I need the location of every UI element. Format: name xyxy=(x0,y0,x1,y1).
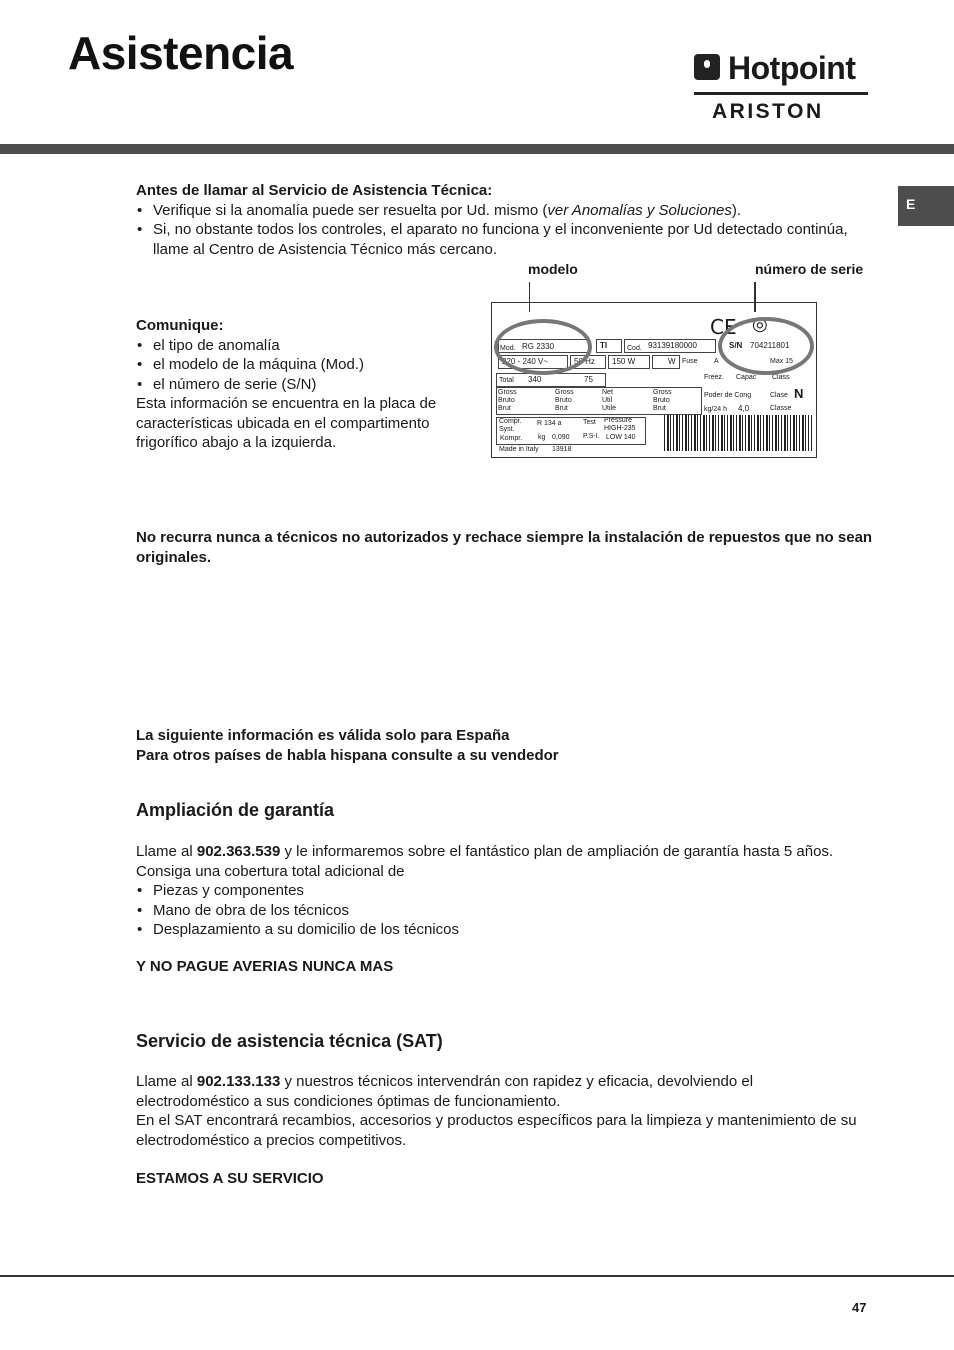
kg24-value: 4,0 xyxy=(738,404,750,413)
compr-label: Compr. Syst. xyxy=(499,418,522,433)
before-call-section xyxy=(136,181,886,259)
hz-value: 50 Hz xyxy=(574,357,595,366)
communicate-item: • el tipo de anomalía xyxy=(136,336,466,356)
approval-mark-icon: ◎ xyxy=(752,314,768,334)
mod-value: RG 2330 xyxy=(522,342,555,351)
warranty-body xyxy=(136,842,876,940)
freez-label: Freez. xyxy=(704,374,724,381)
warranty-item: • Mano de obra de los técnicos xyxy=(136,901,876,921)
sat-body xyxy=(136,1072,866,1150)
warranty-slogan: Y NO PAGUE AVERIAS NUNCA MAS xyxy=(136,958,394,975)
max-label: Max 15 xyxy=(770,358,793,365)
poder-label: Poder de Cong xyxy=(704,392,752,399)
kg24-label: kg/24 h xyxy=(704,406,727,413)
bullet1-prefix: Verifique si la anomalía puede ser resuelta por Ud. mismo ( xyxy=(153,201,548,219)
spain-note-line-2: Para otros países de habla hispana consulte a su vendedor xyxy=(136,746,559,764)
made-code: 13918 xyxy=(552,446,572,453)
warranty-intro-suffix: y le informaremos sobre el fantástico plan de ampliación de garantía hasta 5 años. xyxy=(280,843,834,860)
model-highlight-ring xyxy=(494,319,592,375)
warning-text: No recurra nunca a técnicos no autorizados y rechace siempre la instalación de repuestos que no sean originales. xyxy=(136,529,873,566)
page-title: Asistencia xyxy=(68,27,294,79)
sat-phone: 902.133.133 xyxy=(196,1073,281,1090)
ce-mark-icon: CE xyxy=(710,315,737,339)
communicate-section xyxy=(136,316,466,453)
sat-paragraph-2: En el SAT encontrará recambios, accesorios y productos específicos para la limpieza y mantenimiento de su electrodoméstico a precios competitivos. xyxy=(136,1112,857,1149)
total-value: 340 xyxy=(528,375,542,384)
voltage-value: 220 - 240 V~ xyxy=(502,357,549,366)
kompr-label: Kompr. xyxy=(500,435,523,442)
brand-logo xyxy=(692,50,870,126)
kg-value: 0,090 xyxy=(552,434,570,441)
hotpoint-logo-icon xyxy=(694,54,720,80)
sat-intro-suffix: y nuestros técnicos intervendrán con rapidez y eficacia, devolviendo el electrodoméstico a sus condiciones óptimas de funcionamiento. xyxy=(136,1073,754,1110)
cod-label: Cod. xyxy=(627,345,642,352)
total-label: Total xyxy=(499,377,514,384)
watts-value: 150 W xyxy=(612,357,636,366)
serial-label: número de serie xyxy=(755,261,864,277)
warranty-heading: Ampliación de garantía xyxy=(136,800,335,820)
communicate-note: Esta información se encuentra en la placa de características ubicada en el compartimento frigorífico abajo a la izquierda. xyxy=(136,395,437,451)
spain-note xyxy=(136,726,876,765)
communicate-item: • el número de serie (S/N) xyxy=(136,375,466,395)
before-call-heading: Antes de llamar al Servicio de Asistencia Técnica: xyxy=(136,182,493,199)
before-call-bullet-1 xyxy=(136,201,886,221)
total-value-2: 75 xyxy=(584,375,593,384)
w2-value: W xyxy=(668,357,676,366)
warranty-intro-prefix: Llame al xyxy=(136,843,197,860)
bullet1-link-text: ver Anomalías y Soluciones xyxy=(547,201,732,219)
kg-label: kg xyxy=(538,434,546,441)
language-tab: E xyxy=(898,186,954,226)
warranty-intro xyxy=(136,842,876,862)
page-number: 47 xyxy=(852,1300,867,1315)
header-rule xyxy=(0,144,954,154)
ti-value: TI xyxy=(600,341,608,350)
fuse-label: Fuse xyxy=(682,358,698,365)
warranty-line-2: Consiga una cobertura total adicional de xyxy=(136,862,405,880)
warranty-item: • Piezas y componentes xyxy=(136,881,876,901)
model-label: modelo xyxy=(528,261,578,277)
psi-label: P.S-I. xyxy=(583,433,600,440)
barcode xyxy=(664,415,812,451)
cod-value: 93139180000 xyxy=(648,341,697,350)
pressure-label: Pressure xyxy=(604,417,633,424)
sn-value: 704211801 xyxy=(750,341,790,350)
warranty-item: • Desplazamiento a su domicilio de los técnicos xyxy=(136,920,876,940)
high-value: HIGH-235 xyxy=(604,425,636,432)
gross3-label: Gross Bruto Brut xyxy=(653,389,672,412)
classe-label: Classe xyxy=(770,405,792,412)
rating-plate xyxy=(491,302,817,458)
refrigerant-value: R 134 a xyxy=(537,420,562,427)
spain-note-line-1: La siguiente información es válida solo para España xyxy=(136,727,510,744)
communicate-item: • el modelo de la máquina (Mod.) xyxy=(136,355,466,375)
sat-intro-prefix: Llame al xyxy=(136,1073,197,1090)
brand-bottom: ARISTON xyxy=(712,100,824,123)
footer-rule xyxy=(0,1275,954,1277)
net-label: Net Util Utile xyxy=(602,389,617,412)
mod-label: Mod. xyxy=(500,345,516,352)
communicate-heading: Comunique: xyxy=(136,317,224,334)
gross1-label: Gross Bruto Brut xyxy=(498,389,517,412)
amp-label: A xyxy=(714,358,719,365)
serial-highlight-ring xyxy=(718,314,814,375)
made-in-label: Made in Italy xyxy=(499,446,539,453)
sat-slogan: ESTAMOS A SU SERVICIO xyxy=(136,1170,324,1187)
sat-heading: Servicio de asistencia técnica (SAT) xyxy=(136,1031,443,1051)
clase-label: Clase xyxy=(770,392,788,399)
sat-intro xyxy=(136,1072,866,1111)
before-call-bullet-2: • Si, no obstante todos los controles, el aparato no funciona y el inconveniente por Ud detectado continúa, llame al Centro de Asistencia Técnico más cercano. xyxy=(136,220,886,259)
capac-label: Capac xyxy=(736,374,757,381)
class-letter: N xyxy=(794,386,804,401)
sn-label: S/N xyxy=(729,341,743,350)
low-value: LOW 140 xyxy=(606,434,636,441)
warranty-phone: 902.363.539 xyxy=(196,843,281,860)
class-top-label: Class xyxy=(772,374,790,381)
brand-top: Hotpoint xyxy=(728,50,856,86)
logo-divider xyxy=(694,92,868,95)
bullet1-suffix: ). xyxy=(731,201,742,219)
gross2-label: Gross Bruto Brut xyxy=(555,389,574,412)
test-label: Test xyxy=(583,419,596,426)
